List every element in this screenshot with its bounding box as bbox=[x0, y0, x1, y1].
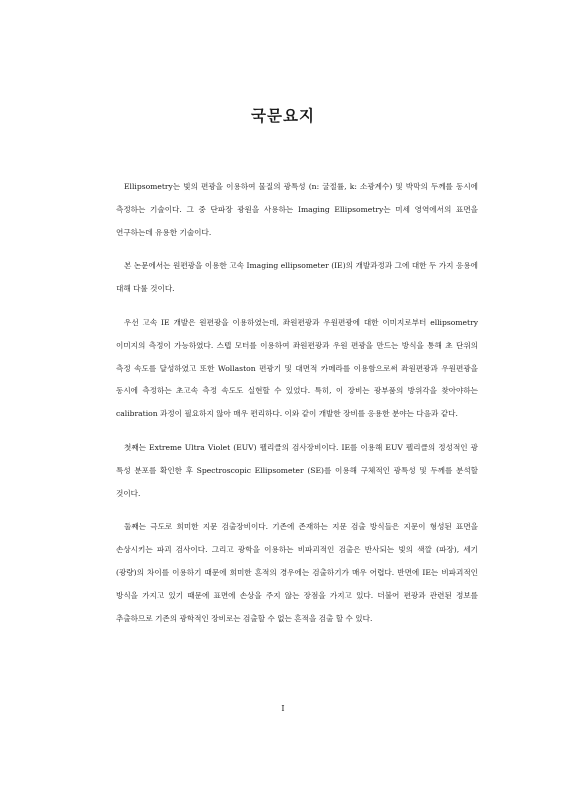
paragraph-development: 우선 고속 IE 개발은 원편광을 이용하였는데, 좌원편광과 우원편광에 대한 이미지로부터 ellipsometry 이미지의 측정이 가능하였다. 스텝 모터를 이용하여 좌원편광과 우원 편광을 만드는 방식을 통해 초 단위의 측정 속도를 달성하였고 또한 Wollaston 편광기 및 대면적 카메라를 이용함으로써 좌원편광과 우원편광을 동시에 측정하는 초고속 측정 속도도 실현할 수 있었다. 특히, 이 장비는 광부품의 방위각을 찾아야하는 calibration 과정이 필요하지 않아 매우 편리하다. 이와 같이 개발한 장비를 응용한 분야는 다음과 같다. bbox=[116, 317, 478, 419]
page-title: 국문요지 bbox=[251, 106, 315, 125]
paragraph-application-euv: 첫째는 Extreme Ultra Violet (EUV) 펠리클의 검사장비이다. IE를 이용해 EUV 펠리클의 정성적인 광 특성 분포를 확인한 후 Spectroscopic Ellipsometer (SE)를 이용해 구체적인 광특성 및 두께를 분석할 것이다. bbox=[116, 442, 478, 498]
page-number: I bbox=[281, 704, 285, 713]
paragraph-application-fingerprint: 둘째는 극도로 희미한 지문 검출장비이다. 기존에 존재하는 지문 검출 방식들은 지문이 형성된 표면을 손상시키는 파괴 검사이다. 그리고 광학을 이용하는 비파괴적인 검출은 반사되는 빛의 색깔 (파장), 세기 (광량)의 차이를 이용하기 때문에 희미한 흔적의 경우에는 검출하기가 매우 어렵다. 반면에 IE는 비파괴적인 방식을 가지고 있기 때문에 표면에 손상을 주지 않는 장점을 가지고 있다. 더불어 편광과 관련된 정보를 추출하므로 기존의 광학적인 장비로는 검출할 수 없는 흔적을 검출 할 수 있다. bbox=[116, 522, 478, 623]
paragraph-scope: 본 논문에서는 원편광을 이용한 고속 Imaging ellipsometer (IE)의 개발과정과 그에 대한 두 가지 응용에 대해 다룰 것이다. bbox=[116, 261, 478, 294]
abstract-body bbox=[116, 176, 478, 641]
paragraph-definition: Ellipsometry는 빛의 편광을 이용하여 물질의 광특성 (n: 굴절률, k: 소광계수) 및 박막의 두께를 동시에 측정하는 기술이다. 그 중 단파장 광원을 사용하는 Imaging Ellipsometry는 미세 영역에서의 표면을 연구하는데 유용한 기술이다. bbox=[116, 182, 478, 237]
